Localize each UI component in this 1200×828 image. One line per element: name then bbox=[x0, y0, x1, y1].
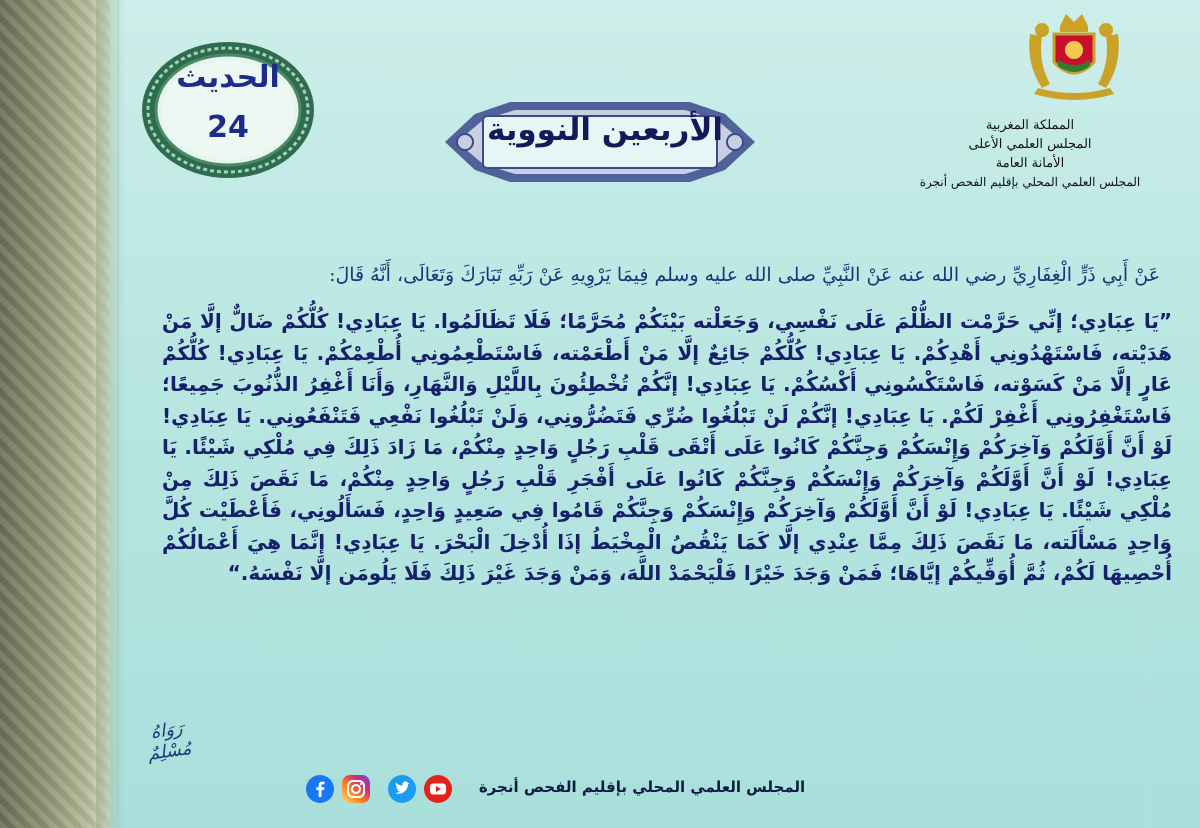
hadith-text: ”يَا عِبَادِي؛ إنِّي حَرَّمْت الظُّلْمَ عَلَى نَفْسِي، وَجَعَلْته بَيْنَكُمْ مُحَرَّمًا؛ فَلَا تَظَالَمُوا. يَا عِبَادِي! كُلُّكُمْ ضَالٌّ إلَّا مَنْ هَدَيْته، فَاسْتَهْدُونِي أَهْدِكُمْ. يَا عِبَادِي! كُلُّكُمْ جَائِعٌ إلَّا مَنْ أَطْعَمْته، فَاسْتَطْعِمُونِي أُطْعِمْكُمْ. يَا عِبَادِي! كُلُّكُمْ عَارٍ إلَّا مَنْ كَسَوْته، فَاسْتَكْسُونِي أَكْسُكُمْ. يَا عِبَادِي! إنَّكُمْ تُخْطِئُونَ بِاللَّيْلِ وَالنَّهَارِ، وَأَنَا أَغْفِرُ الذُّنُوبَ جَمِيعًا؛ فَاسْتَغْفِرُونِي أَغْفِرْ لَكُمْ. يَا عِبَادِي! إنَّكُمْ لَنْ تَبْلُغُوا ضُرِّي فَتَضُرُّونِي، وَلَنْ تَبْلُغُوا نَفْعِي فَتَنْفَعُونِي. يَا عِبَادِي! لَوْ أَنَّ أَوَّلَكُمْ وَآخِرَكُمْ وَإِنْسَكُمْ وَجِنَّكُمْ كَانُوا عَلَى أَتْقَى قَلْبِ رَجُلٍ وَاحِدٍ مِنْكُمْ، مَا زَادَ ذَلِكَ فِي مُلْكِي شَيْئًا. يَا عِبَادِي! لَوْ أَنَّ أَوَّلَكُمْ وَآخِرَكُمْ وَإِنْسَكُمْ وَجِنَّكُمْ كَانُوا عَلَى أَفْجَرِ قَلْبِ رَجُلٍ وَاحِدٍ مِنْكُمْ، مَا نَقَصَ ذَلِكَ مِنْ مُلْكِي شَيْئًا. يَا عِبَادِي! لَوْ أَنَّ أَوَّلَكُمْ وَآخِرَكُمْ وَإِنْسَكُمْ وَجِنَّكُمْ قَامُوا فِي صَعِيدٍ وَاحِدٍ، فَسَأَلُونِي، فَأَعْطَيْت كُلَّ وَاحِدٍ مَسْأَلَته، مَا نَقَصَ ذَلِكَ مِمَّا عِنْدِي إلَّا كَمَا يَنْقُصُ الْمِخْيَطُ إذَا أُدْخِلَ الْبَحْرَ. يَا عِبَادِي! إنَّمَا هِيَ أَعْمَالُكُمْ أُحْصِيهَا لَكُمْ، ثُمَّ أُوَفِّيكُمْ إيَّاهَا؛ فَمَنْ وَجَدَ خَيْرًا فَلْيَحْمَدْ اللَّهَ، وَمَنْ وَجَدَ غَيْرَ ذَلِكَ فَلَا يَلُومَن إلَّا نَفْسَهُ.“ bbox=[162, 309, 1172, 585]
org-line-secretariat: الأمانة العامة bbox=[995, 156, 1065, 171]
hadith-intro: عَنْ أَبِي ذَرٍّ الْغِفَارِيِّ رضي الله عنه عَنْ النَّبِيِّ صلى الله عليه وسلم فِيمَا يَرْوِيهِ عَنْ رَبِّهِ تَبَارَكَ وَتَعَالَى، أَنَّهُ قَالَ: bbox=[329, 264, 1160, 286]
youtube-icon[interactable] bbox=[424, 775, 452, 803]
organization-block bbox=[890, 116, 1170, 192]
facebook-icon[interactable] bbox=[306, 775, 334, 803]
hadith-number: 24 bbox=[207, 110, 249, 145]
series-title: الأربعين النووية bbox=[486, 112, 724, 148]
narrated-by-signature: رَوَاهُ مُسْلِمٌ bbox=[146, 717, 193, 765]
instagram-icon[interactable] bbox=[342, 775, 370, 803]
coat-of-arms-emblem bbox=[1024, 4, 1124, 106]
footer-council-name: المجلس العلمي المحلي بإقليم الفحص أنجرة bbox=[478, 778, 806, 796]
org-line-council: المجلس العلمي الأعلى bbox=[968, 137, 1092, 152]
medallion-title: الحديث bbox=[176, 60, 280, 95]
twitter-icon[interactable] bbox=[388, 775, 416, 803]
org-line-local-council: المجلس العلمي المحلي بإقليم الفحص أنجرة bbox=[919, 175, 1141, 189]
org-line-kingdom: المملكة المغربية bbox=[985, 118, 1075, 133]
